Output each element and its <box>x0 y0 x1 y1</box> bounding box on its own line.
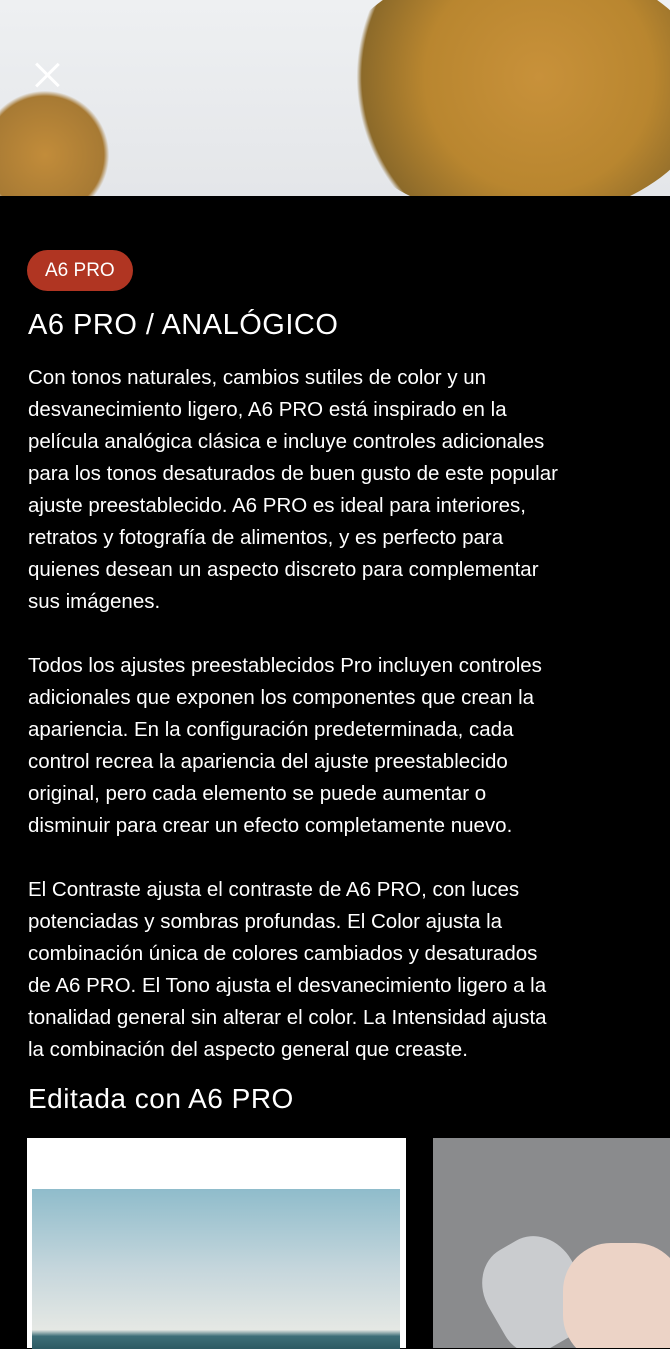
text-line: disminuir para crear un efecto completamente nuevo. <box>28 814 513 837</box>
hand-image <box>563 1243 670 1348</box>
text-line: película analógica clásica e incluye controles adicionales <box>28 430 545 453</box>
text-line: de A6 PRO. El Tono ajusta el desvanecimiento ligero a la <box>28 974 547 997</box>
text-line: desvanecimiento ligero, A6 PRO está inspirado en la <box>28 398 507 421</box>
text-line: ajuste preestablecido. A6 PRO es ideal para interiores, <box>28 494 526 517</box>
text-line: potenciadas y sombras profundas. El Color ajusta la <box>28 910 503 933</box>
text-line: control recrea la apariencia del ajuste preestablecido <box>28 750 508 773</box>
text-line: adicionales que exponen los componentes que crean la <box>28 686 535 709</box>
text-line: retratos y fotografía de alimentos, y es perfecto para <box>28 526 504 549</box>
section-title: Editada con A6 PRO <box>28 1083 294 1114</box>
description-paragraph <box>28 874 648 1066</box>
description-paragraph <box>28 362 648 618</box>
example-photo-beach[interactable] <box>27 1138 406 1348</box>
example-photo-product[interactable] <box>433 1138 670 1348</box>
preset-badge: A6 PRO <box>27 250 133 291</box>
hero-image <box>0 0 670 196</box>
text-line: sus imágenes. <box>28 590 161 613</box>
text-line: El Contraste ajusta el contraste de A6 PRO, con luces <box>28 878 520 901</box>
text-line: la combinación del aspecto general que creaste. <box>28 1038 468 1061</box>
close-icon[interactable] <box>30 58 64 92</box>
text-line: combinación única de colores cambiados y desaturados <box>28 942 538 965</box>
text-line: Todos los ajustes preestablecidos Pro incluyen controles <box>28 654 542 677</box>
page-title: A6 PRO / ANALÓGICO <box>28 309 339 341</box>
description-paragraph <box>28 650 648 842</box>
text-line: apariencia. En la configuración predeterminada, cada <box>28 718 514 741</box>
text-line: Con tonos naturales, cambios sutiles de color y un <box>28 366 487 389</box>
text-line: tonalidad general sin alterar el color. La Intensidad ajusta <box>28 1006 547 1029</box>
beach-image <box>32 1189 400 1349</box>
text-line: quienes desean un aspecto discreto para complementar <box>28 558 539 581</box>
description <box>28 362 648 1098</box>
tree-foliage <box>330 0 670 196</box>
text-line: original, pero cada elemento se puede aumentar o <box>28 782 487 805</box>
text-line: para los tonos desaturados de buen gusto de este popular <box>28 462 558 485</box>
